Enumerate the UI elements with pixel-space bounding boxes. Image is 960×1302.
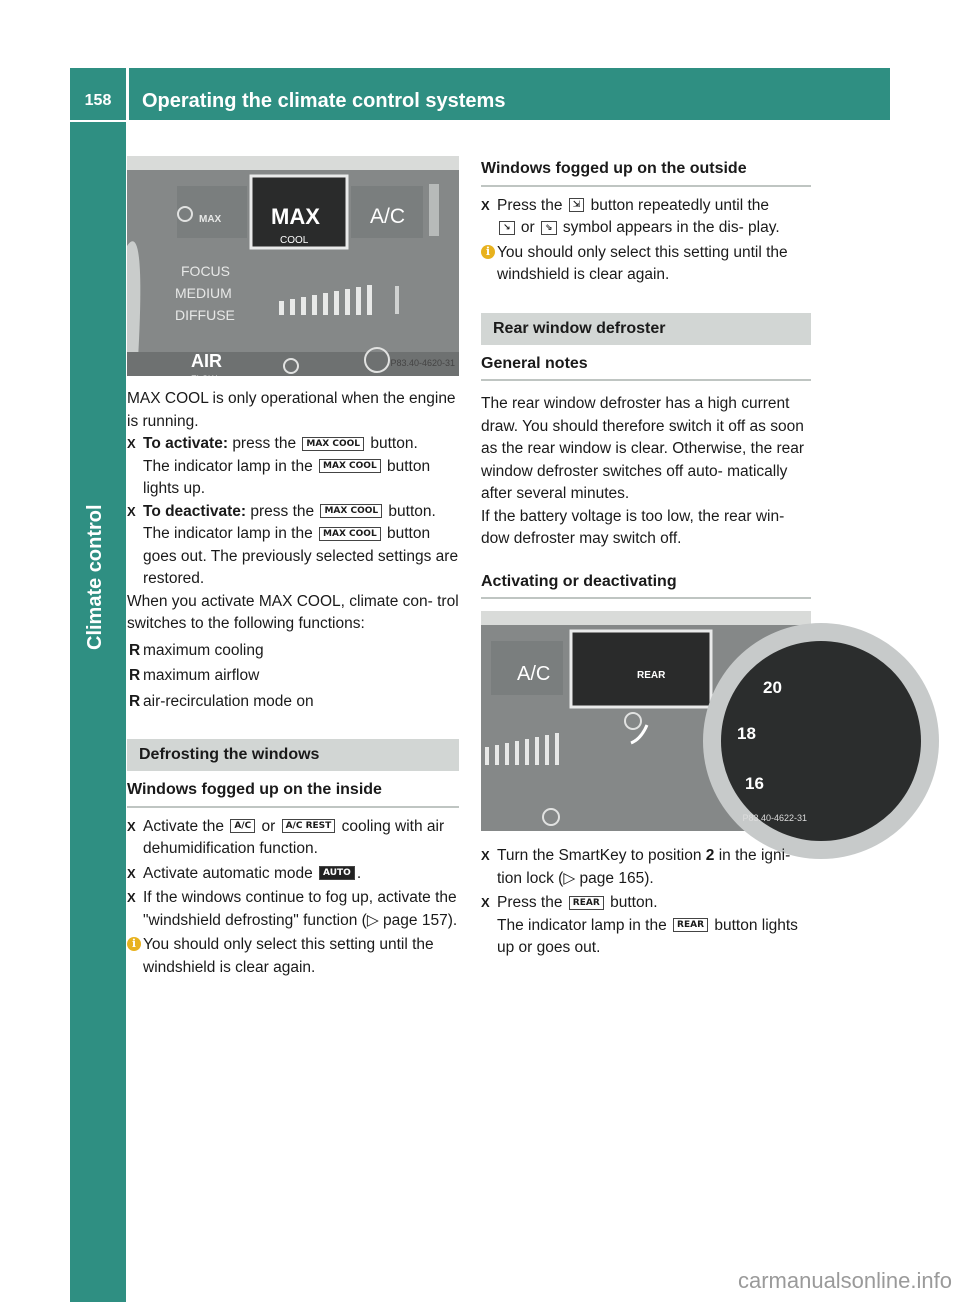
watermark: carmanualsonline.info <box>737 1268 952 1293</box>
list-item: R maximum airflow <box>129 667 260 684</box>
right-column <box>481 150 811 960</box>
max-cool-button-icon: MAX COOL <box>302 437 364 451</box>
subheading: General notes <box>481 353 811 382</box>
ac-label: A/C <box>370 205 406 228</box>
page-title: Operating the climate control systems <box>142 90 506 112</box>
step-arrow-icon: X <box>127 890 136 905</box>
info-icon: i <box>127 937 141 951</box>
chapter-label: Climate control <box>84 504 106 650</box>
max-cool-button-icon: MAX COOL <box>320 504 382 518</box>
max-recirc-label: MAX <box>199 214 222 225</box>
subheading: Windows fogged up on the outside <box>481 158 811 187</box>
rear-defroster-panel-illustration <box>481 611 811 831</box>
left-column <box>127 156 459 979</box>
step-press-rear: X Press the REAR button. The indicator lamp in the REAR button lights up or goes out. <box>481 894 798 956</box>
footwell-airflow-icon: ↘ <box>499 221 515 235</box>
step-arrow-icon: X <box>481 197 490 213</box>
rear-defroster-button-icon: REAR <box>673 918 708 932</box>
rear-defroster-panel-image <box>481 611 811 831</box>
temp-20: 20 <box>763 678 782 697</box>
cool-label: COOL <box>280 235 309 246</box>
flow-label: FLOW <box>191 374 217 384</box>
auto-button-icon: AUTO <box>319 866 355 880</box>
paragraph: If the battery voltage is too low, the rear win- dow defroster may switch off. <box>481 507 785 547</box>
ac-label: A/C <box>517 663 551 685</box>
chapter-sidebar <box>70 122 126 1302</box>
ac-rest-button-icon: A/C REST <box>282 819 336 833</box>
step-smartkey: X Turn the SmartKey to position 2 in the igni- tion lock (▷ page 165). <box>481 847 791 887</box>
paragraph: MAX COOL is only operational when the engine is running. <box>127 390 456 430</box>
step-arrow-icon: X <box>127 436 136 451</box>
figure-code: P83.40-4620-31 <box>390 357 455 368</box>
step-deactivate: X To deactivate: press the MAX COOL button. The indicator lamp in the MAX COOL button goes out. The previously selected settings are restored. <box>127 502 459 587</box>
max-cool-panel-illustration <box>127 156 459 376</box>
subheading: Windows fogged up on the inside <box>127 779 459 808</box>
list-item: R air-recirculation mode on <box>129 692 314 710</box>
max-cool-panel-image <box>127 156 459 384</box>
temp-18: 18 <box>737 724 756 743</box>
temp-16: 16 <box>745 774 764 793</box>
step-arrow-icon: X <box>481 848 490 863</box>
step-press-airflow: X Press the ⇲ button repeatedly until the ↘ or ⇘ symbol appears in the dis- play. <box>481 196 780 236</box>
diffuse-label: DIFFUSE <box>175 307 235 323</box>
section-heading: Defrosting the windows <box>127 739 459 771</box>
airflow-button-icon: ⇲ <box>569 198 585 212</box>
air-label: AIR <box>191 351 222 371</box>
step-arrow-icon: X <box>127 818 136 834</box>
medium-label: MEDIUM <box>175 285 232 301</box>
header-divider <box>126 68 129 120</box>
step-activate: X To activate: press the MAX COOL button. The indicator lamp in the MAX COOL button lights up. <box>127 435 431 497</box>
subheading: Activating or deactivating <box>481 571 811 600</box>
section-heading: Rear window defroster <box>481 313 811 345</box>
list-item: R maximum cooling <box>129 641 264 659</box>
max-cool-button-icon: MAX COOL <box>319 459 381 473</box>
paragraph: When you activate MAX COOL, climate con- trol switches to the following functions: <box>127 592 459 632</box>
info-note: i You should only select this setting until the windshield is clear again. <box>481 242 811 287</box>
step-arrow-icon: X <box>127 503 136 519</box>
figure-code: P83.40-4622-31 <box>742 812 807 823</box>
focus-label: FOCUS <box>181 263 230 279</box>
paragraph: The rear window defroster has a high current draw. You should therefore switch it off as soon as the rear window is clear. Otherwise, the rear window defroster switches off auto- matically after several minutes. <box>481 395 805 502</box>
max-cool-button-icon: MAX COOL <box>319 527 381 541</box>
ac-button-icon: A/C <box>230 819 255 833</box>
page-number: 158 <box>84 92 112 109</box>
window-footwell-airflow-icon: ⇘ <box>541 221 557 235</box>
max-cool-label: MAX <box>271 204 320 229</box>
info-note: i You should only select this setting until the windshield is clear again. <box>127 934 459 979</box>
step-arrow-icon: X <box>127 865 136 881</box>
rear-defroster-button-icon: REAR <box>569 896 604 910</box>
step-arrow-icon: X <box>481 895 490 910</box>
info-icon: i <box>481 245 495 259</box>
step-windshield: X If the windows continue to fog up, activate the "windshield defrosting" function (▷ page 157). <box>127 889 458 929</box>
rear-label: REAR <box>637 670 666 681</box>
step-activate-ac: X Activate the A/C or A/C REST cooling with air dehumidification function. <box>127 817 445 857</box>
step-auto: X Activate automatic mode AUTO . <box>127 863 459 886</box>
